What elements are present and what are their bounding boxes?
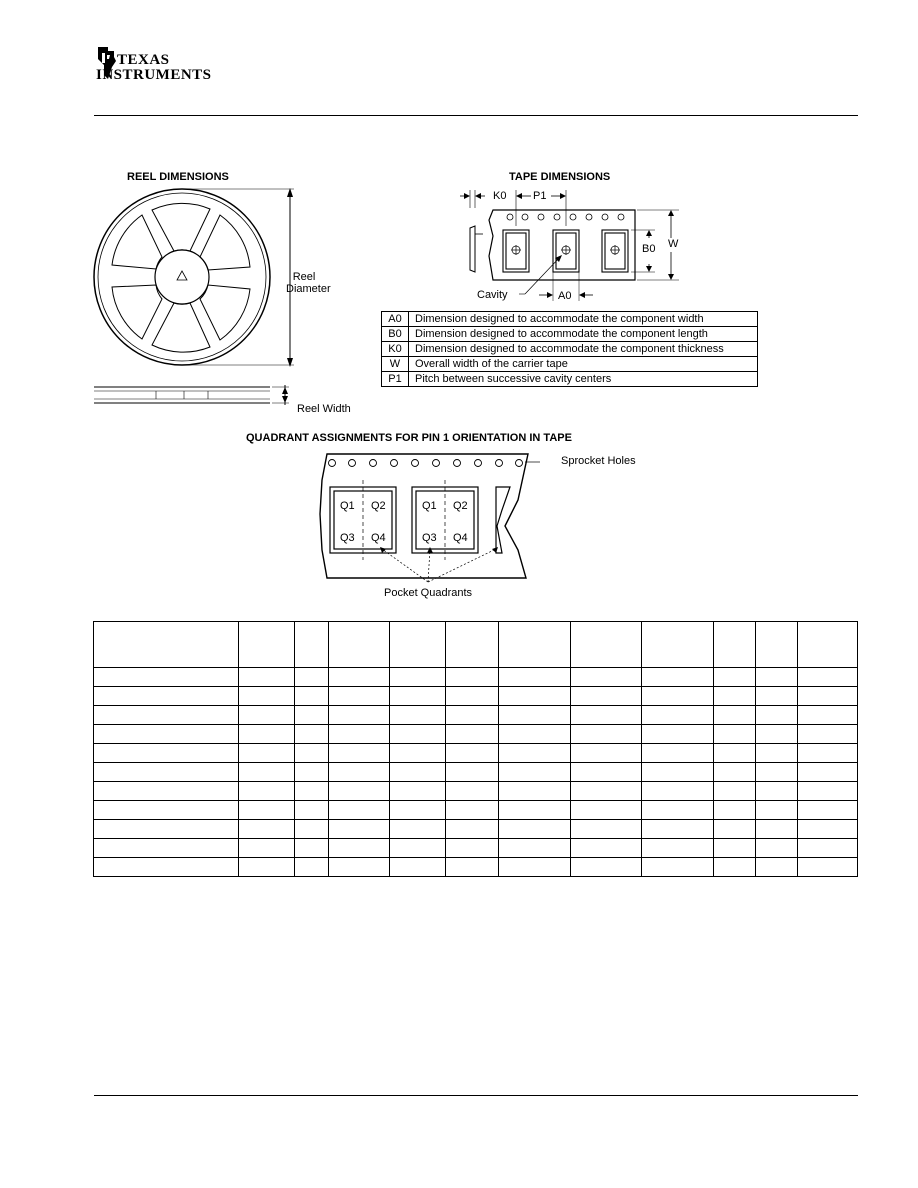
legend-row xyxy=(382,342,758,357)
tape-a0-label: A0 xyxy=(558,290,572,302)
legend-desc: Pitch between successive cavity centers xyxy=(409,372,758,387)
reel-diagram xyxy=(90,185,370,420)
table-row xyxy=(94,763,858,782)
table-row xyxy=(94,839,858,858)
legend-row xyxy=(382,372,758,387)
ti-logo xyxy=(94,45,224,85)
reel-diameter-label-1: Reel xyxy=(292,271,316,283)
table-header-row xyxy=(94,622,858,668)
legend-row xyxy=(382,327,758,342)
reel-width-label: Reel Width xyxy=(297,403,351,415)
tape-heading: TAPE DIMENSIONS xyxy=(509,171,611,183)
quadrant-label-q3: Q3 xyxy=(422,532,437,544)
tape-reel-table xyxy=(93,621,858,877)
tape-p1-label: P1 xyxy=(533,190,547,202)
table-row xyxy=(94,725,858,744)
quadrant-label-q2: Q2 xyxy=(453,500,468,512)
legend-desc: Dimension designed to accommodate the component width xyxy=(409,312,758,327)
table-row xyxy=(94,801,858,820)
table-row xyxy=(94,744,858,763)
tape-k0-label: K0 xyxy=(493,190,507,202)
quadrant-label-q1: Q1 xyxy=(340,500,355,512)
legend-code: K0 xyxy=(382,342,409,357)
table-row xyxy=(94,820,858,839)
table-row xyxy=(94,782,858,801)
sprocket-holes-label: Sprocket Holes xyxy=(561,455,636,467)
table-row xyxy=(94,858,858,877)
legend-desc: Overall width of the carrier tape xyxy=(409,357,758,372)
header-rule xyxy=(94,115,858,116)
reel-diameter-label-2: Diameter xyxy=(286,283,331,295)
legend-code: A0 xyxy=(382,312,409,327)
legend-code: B0 xyxy=(382,327,409,342)
pocket-quadrants-label: Pocket Quadrants xyxy=(384,587,473,599)
legend-row xyxy=(382,357,758,372)
quadrant-label-q2: Q2 xyxy=(371,500,386,512)
legend-code: P1 xyxy=(382,372,409,387)
tape-w-label: W xyxy=(668,238,679,250)
legend-desc: Dimension designed to accommodate the component thickness xyxy=(409,342,758,357)
quadrant-label-q4: Q4 xyxy=(453,532,468,544)
reel-heading: REEL DIMENSIONS xyxy=(127,171,229,183)
quadrant-label-q1: Q1 xyxy=(422,500,437,512)
table-row xyxy=(94,687,858,706)
table-row xyxy=(94,668,858,687)
tape-b0-label: B0 xyxy=(642,243,656,255)
legend-row xyxy=(382,312,758,327)
legend-code: W xyxy=(382,357,409,372)
tape-cavity-label: Cavity xyxy=(477,289,508,301)
quadrant-label-q4: Q4 xyxy=(371,532,386,544)
quadrant-label-q3: Q3 xyxy=(340,532,355,544)
logo-line1: TEXAS xyxy=(117,52,170,68)
tape-legend xyxy=(381,311,758,387)
quadrant-heading: QUADRANT ASSIGNMENTS FOR PIN 1 ORIENTATION IN TAPE xyxy=(246,432,572,444)
footer-rule xyxy=(94,1095,858,1096)
logo-line2: INSTRUMENTS xyxy=(96,67,212,83)
table-row xyxy=(94,706,858,725)
reel-diameter-label xyxy=(286,271,331,295)
legend-desc: Dimension designed to accommodate the component length xyxy=(409,327,758,342)
quadrant-diagram xyxy=(300,450,550,585)
